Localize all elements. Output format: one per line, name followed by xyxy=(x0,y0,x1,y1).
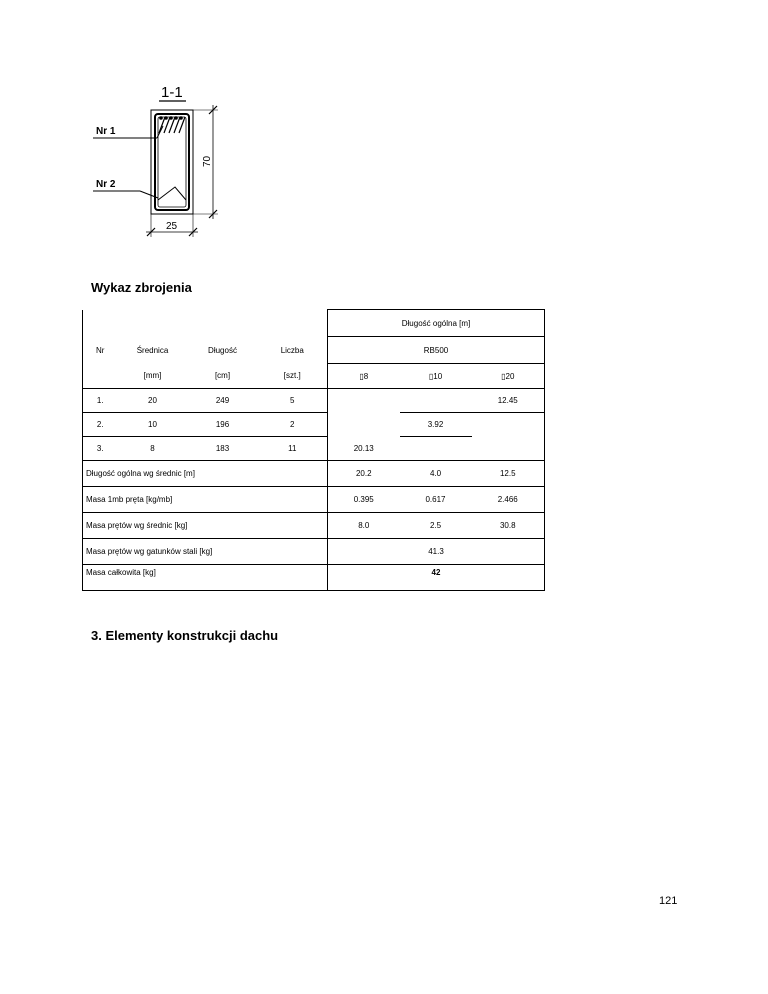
stirrup-inner xyxy=(158,117,186,207)
bar-nr2-label: Nr 2 xyxy=(96,179,116,190)
summary-row: Masa prętów wg gatunków stali [kg] 41.3 xyxy=(83,539,545,565)
summary-row: Masa 1mb pręta [kg/mb] 0.395 0.617 2.466 xyxy=(83,487,545,513)
total-length-group-header: Długość ogólna [m] xyxy=(328,310,545,337)
diameter-8-header: ▯8 xyxy=(328,364,400,389)
page-number: 121 xyxy=(659,895,678,907)
col-diameter-header: Średnica xyxy=(136,345,169,355)
summary-row: Masa całkowita [kg] 42 xyxy=(83,565,545,591)
diameter-20-header: ▯20 xyxy=(472,364,545,389)
col-count-header: Liczba xyxy=(280,345,304,355)
summary-row: Masa prętów wg średnic [kg] 8.0 2.5 30.8 xyxy=(83,513,545,539)
beam-cross-section-drawing xyxy=(0,0,768,280)
unit-length: [cm] xyxy=(188,364,258,389)
table-row: 1. 20 249 5 12.45 xyxy=(83,389,545,413)
height-dimension-value: 70 xyxy=(202,155,213,167)
unit-count: [szt.] xyxy=(258,364,328,389)
table-row: 3. 8 183 11 20.13 xyxy=(83,437,545,461)
summary-row: Długość ogólna wg średnic [m] 20.2 4.0 12.5 xyxy=(83,461,545,487)
reinforcement-schedule-table xyxy=(82,309,545,591)
width-dimension-value: 25 xyxy=(166,221,178,232)
col-length-header: Długość xyxy=(208,345,237,355)
bar-nr1-label: Nr 1 xyxy=(96,126,116,137)
unit-diameter: [mm] xyxy=(118,364,188,389)
section-heading: 3. Elementy konstrukcji dachu xyxy=(91,628,279,643)
bottom-bar xyxy=(158,187,186,200)
table-row: 2. 10 196 2 3.92 xyxy=(83,413,545,437)
reinforcement-schedule-title: Wykaz zbrojenia xyxy=(91,280,192,295)
steel-grade-header: RB500 xyxy=(328,337,545,364)
diameter-10-header: ▯10 xyxy=(400,364,472,389)
col-nr-header: Nr xyxy=(83,337,118,364)
section-label: 1-1 xyxy=(161,84,183,101)
